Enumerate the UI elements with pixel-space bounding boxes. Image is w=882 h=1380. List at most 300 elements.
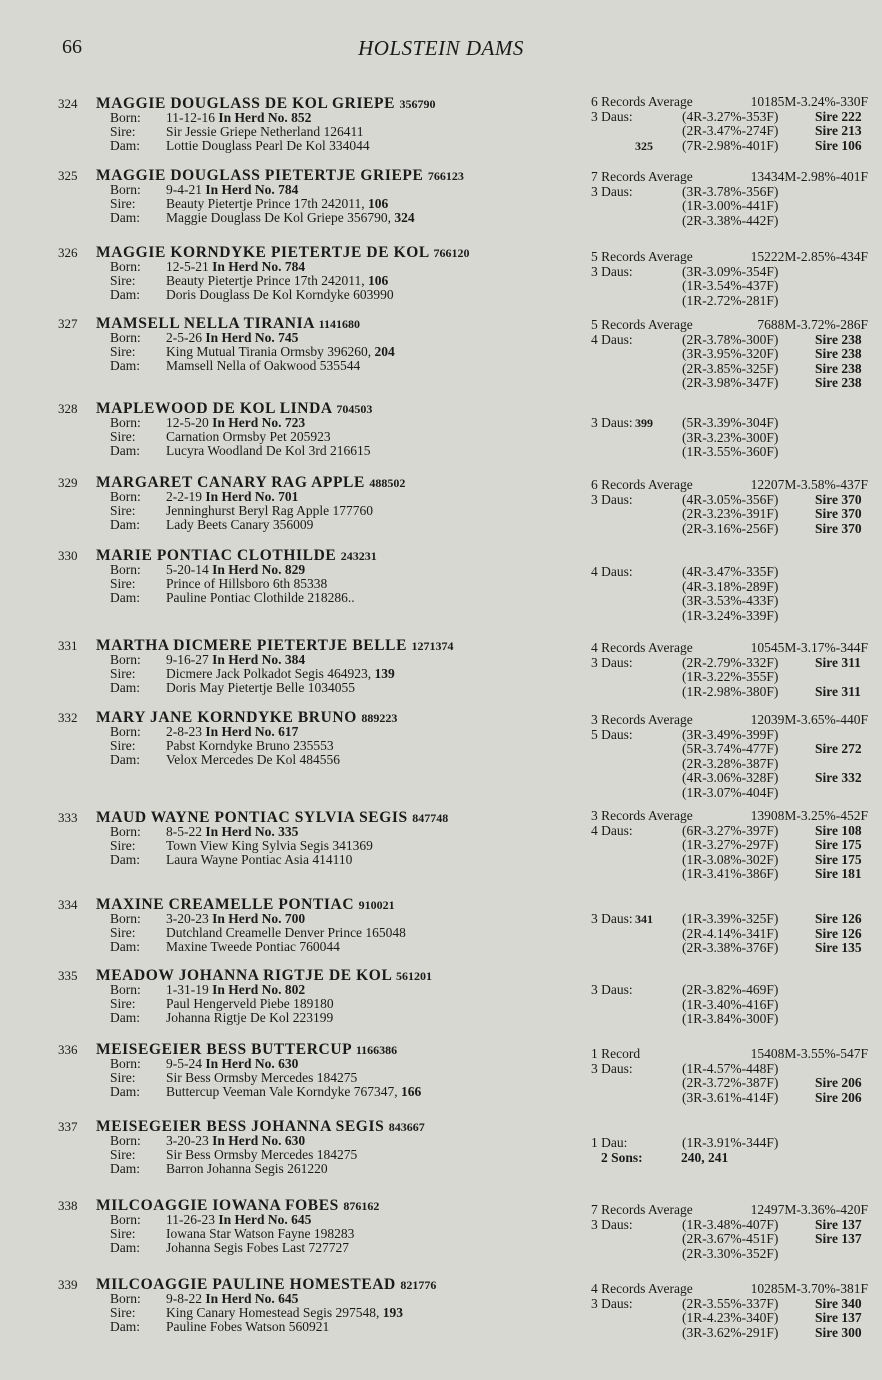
daughters-label: 1 Dau: [591, 1135, 628, 1150]
daughter-record [591, 1297, 876, 1312]
daughter-record-value: (3R-3.78%-356F) [682, 183, 779, 199]
cow-name-text: MAXINE CREAMELLE PONTIAC [96, 896, 355, 913]
sire-reference: 139 [374, 666, 395, 681]
dam-label: Dam: [110, 1084, 140, 1099]
born-label: Born: [110, 489, 141, 504]
cow-name-text: MARIE PONTIAC CLOTHILDE [96, 547, 337, 564]
entry-number: 337 [58, 1119, 78, 1134]
daughter-record-value: (2R-3.98%-347F) [682, 375, 779, 390]
entry-number: 330 [58, 548, 78, 563]
sire-reference: 193 [382, 1305, 403, 1320]
dam-label: Dam: [110, 680, 140, 695]
daughter-record [591, 786, 876, 801]
sire-label: Sire: [110, 1226, 136, 1241]
registration-number: 766120 [433, 246, 470, 260]
daughters-label: 5 Daus: [591, 726, 633, 742]
production-records [591, 809, 876, 882]
daughter-sire: Sire 370 [815, 506, 862, 521]
herd-number: 723 [284, 415, 306, 430]
sire-label: Sire: [110, 503, 136, 518]
herd-label: In Herd No. [205, 489, 275, 504]
daughter-record [591, 347, 876, 362]
daughter-record [591, 565, 876, 580]
daughter-record [591, 594, 876, 609]
born-label: Born: [110, 1212, 141, 1227]
records-count: 6 Records Average [591, 94, 693, 109]
daughter-record-value: (3R-3.61%-414F) [682, 1089, 779, 1105]
sire-value [166, 577, 327, 591]
records-count: 5 Records Average [591, 249, 693, 264]
herd-label: In Herd No. [212, 982, 282, 997]
sire-name: Town View King Sylvia Segis 341369 [166, 838, 373, 853]
records-line [591, 1047, 868, 1062]
dam-label: Dam: [110, 138, 140, 153]
daughter-record [591, 279, 876, 294]
daughter-sire: Sire 137 [815, 1216, 862, 1232]
born-date: 12-5-21 [166, 259, 209, 274]
records-row [591, 250, 876, 265]
records-line [591, 250, 868, 265]
registration-number: 821776 [400, 1278, 437, 1292]
born-label: Born: [110, 982, 141, 997]
daughter-record [591, 1247, 876, 1262]
records-count: 4 Records Average [591, 640, 693, 655]
daughters-label: 3 Daus: [591, 1295, 633, 1311]
sire-value [166, 1227, 354, 1241]
daughters-label: 4 Daus: [591, 564, 633, 579]
dam-reference: 166 [400, 1084, 422, 1099]
daughter-record-value: (2R-3.28%-387F) [682, 755, 779, 771]
production-records [591, 170, 876, 228]
born-label: Born: [110, 724, 141, 739]
born-label: Born: [110, 911, 141, 926]
daughter-record-value: (1R-3.08%-302F) [682, 851, 779, 867]
daughter-record [591, 124, 876, 139]
born-value [166, 331, 298, 345]
entry-number: 339 [58, 1277, 78, 1292]
production-records [591, 641, 876, 699]
daughters-label: 3 Daus: [591, 1216, 633, 1232]
herd-number: 829 [284, 562, 306, 577]
dam-value [166, 359, 360, 373]
records-average: 12497M-3.36%-420F [750, 1202, 868, 1217]
daughter-reference: 341 [635, 912, 653, 926]
daughter-sire: Sire 135 [815, 940, 862, 955]
registration-number: 561201 [396, 969, 433, 983]
records-average: 13434M-2.98%-401F [750, 169, 868, 184]
herd-number: 852 [291, 110, 312, 125]
herd-label: In Herd No. [212, 415, 282, 430]
entry-number: 332 [58, 710, 78, 725]
sire-name: Paul Hengerveld Piebe 189180 [166, 996, 334, 1011]
sire-name: Sir Jessie Griepe Netherland 126411 [166, 124, 364, 139]
daughter-sire: Sire 370 [815, 491, 862, 507]
daughter-sire: Sire 106 [815, 137, 862, 153]
records-count: 3 Records Average [591, 808, 693, 823]
dam-name: Mamsell Nella of Oakwood 535544 [166, 358, 361, 373]
dam-value [166, 1320, 329, 1334]
sire-label: Sire: [110, 838, 136, 853]
dam-label: Dam: [110, 517, 140, 532]
daughter-record [591, 853, 876, 868]
sire-name: Beauty Pietertje Prince 17th 242011, [166, 273, 365, 288]
cow-name-text: MARGARET CANARY RAG APPLE [96, 474, 365, 491]
daughter-record [591, 998, 876, 1013]
daughter-sire: Sire 311 [815, 654, 861, 670]
daughter-record-value: (2R-3.38%-376F) [682, 940, 779, 955]
daughters-label: 3 Daus: [591, 108, 633, 124]
born-label: Born: [110, 1133, 141, 1148]
sire-value [166, 430, 331, 444]
sire-value [166, 926, 406, 940]
sons-row [591, 1151, 876, 1166]
sire-value [166, 125, 363, 139]
daughter-record [591, 912, 876, 927]
records-count: 1 Record [591, 1046, 641, 1061]
daughter-record [591, 983, 876, 998]
born-value [166, 490, 298, 504]
records-row [591, 478, 876, 493]
sire-value [166, 839, 373, 853]
records-average: 10285M-3.70%-381F [750, 1281, 868, 1296]
sire-label: Sire: [110, 925, 136, 940]
daughter-record-value: (2R-3.67%-451F) [682, 1231, 779, 1246]
sire-value [166, 739, 334, 753]
registration-number: 766123 [427, 169, 464, 183]
born-label: Born: [110, 562, 141, 577]
production-records [591, 912, 876, 956]
sire-name: Sir Bess Ormsby Mercedes 184275 [166, 1070, 358, 1085]
records-row [591, 641, 876, 656]
entry-number: 327 [58, 316, 78, 331]
dam-value [166, 139, 370, 153]
records-row [591, 1047, 876, 1062]
born-label: Born: [110, 110, 141, 125]
daughter-record-value: (7R-2.98%-401F) [682, 137, 779, 153]
dam-value [166, 591, 355, 605]
records-average: 13908M-3.25%-452F [750, 808, 868, 823]
daughter-sire: Sire 181 [815, 866, 862, 881]
sire-label: Sire: [110, 429, 136, 444]
records-average: 15408M-3.55%-547F [750, 1046, 868, 1061]
daughter-record-value: (2R-3.16%-256F) [682, 520, 779, 536]
registration-number: 1166386 [355, 1043, 398, 1057]
production-records [591, 565, 876, 623]
daughter-record [591, 522, 876, 537]
born-value [166, 260, 305, 274]
entry-number: 326 [58, 245, 78, 260]
registration-number: 843667 [388, 1120, 425, 1134]
records-line [591, 713, 868, 728]
daughter-record [591, 757, 876, 772]
daughter-record-value: (3R-3.49%-399F) [682, 726, 779, 742]
dam-label: Dam: [110, 1010, 140, 1025]
herd-label: In Herd No. [205, 724, 275, 739]
daughter-record-value: (2R-3.47%-274F) [682, 123, 779, 138]
daughter-record [591, 362, 876, 377]
daughter-record-value: (4R-3.47%-335F) [682, 564, 779, 579]
dam-name: Barron Johanna Segis 261220 [166, 1161, 328, 1176]
records-line [591, 1282, 868, 1297]
registration-number: 356790 [399, 97, 436, 111]
sire-label: Sire: [110, 996, 136, 1011]
daughters-label: 3 Daus: [591, 263, 633, 279]
entry-number: 331 [58, 638, 78, 653]
sire-name: Iowana Star Watson Fayne 198283 [166, 1226, 355, 1241]
daughter-record-value: (1R-3.91%-344F) [682, 1135, 779, 1150]
entry-number: 325 [58, 168, 78, 183]
registration-number: 876162 [343, 1199, 380, 1213]
registration-number: 847748 [412, 811, 449, 825]
herd-number: 617 [278, 724, 299, 739]
daughter-record-value: (1R-3.55%-360F) [682, 444, 779, 459]
records-line [591, 318, 868, 333]
dam-name: Pauline Fobes Watson 560921 [166, 1319, 330, 1334]
cow-name-text: MARY JANE KORNDYKE BRUNO [96, 709, 357, 726]
sire-value [166, 345, 395, 359]
dam-name: Maggie Douglass De Kol Griepe 356790, [166, 210, 391, 225]
records-row [591, 318, 876, 333]
daughter-record-value: (3R-3.53%-433F) [682, 593, 779, 608]
production-records [591, 713, 876, 800]
born-date: 1-31-19 [166, 982, 209, 997]
herd-label: In Herd No. [218, 110, 288, 125]
dam-value [166, 940, 340, 954]
daughter-sire: Sire 300 [815, 1324, 862, 1340]
daughters-label: 3 Daus: [591, 491, 633, 507]
daughter-record [591, 685, 876, 700]
daughter-record-value: (5R-3.74%-477F) [682, 741, 779, 756]
daughter-sire: Sire 137 [815, 1231, 862, 1246]
daughter-record-value: (1R-4.57%-448F) [682, 1060, 779, 1076]
entry-number: 338 [58, 1198, 78, 1213]
sire-label: Sire: [110, 1305, 136, 1320]
daughters-label: 4 Daus: [591, 331, 633, 347]
entry-number: 329 [58, 475, 78, 490]
cow-name-text: MEISEGEIER BESS JOHANNA SEGIS [96, 1118, 385, 1135]
born-value [166, 912, 305, 926]
daughter-record-value: (1R-3.39%-325F) [682, 911, 779, 926]
daughter-record [591, 670, 876, 685]
herd-number: 784 [278, 182, 299, 197]
cow-name-text: MAGGIE DOUGLASS PIETERTJE GRIEPE [96, 167, 424, 184]
daughter-record [591, 941, 876, 956]
daughter-sire: Sire 238 [815, 331, 862, 347]
herd-label: In Herd No. [212, 911, 282, 926]
daughter-record [591, 265, 876, 280]
daughter-record-value: (2R-3.23%-391F) [682, 506, 779, 521]
dam-name: Doris May Pietertje Belle 1034055 [166, 680, 355, 695]
daughter-record-value: (3R-3.95%-320F) [682, 346, 779, 361]
registration-number: 1141680 [318, 317, 360, 331]
daughter-record [591, 609, 876, 624]
daughter-record [591, 376, 876, 391]
sire-value [166, 274, 388, 288]
daughter-sire: Sire 222 [815, 108, 862, 124]
born-date: 12-5-20 [166, 415, 209, 430]
records-count: 4 Records Average [591, 1281, 693, 1296]
daughter-record-value: (1R-3.84%-300F) [682, 1011, 779, 1026]
daughter-record-value: (1R-3.22%-355F) [682, 669, 779, 684]
born-label: Born: [110, 259, 141, 274]
dam-label: Dam: [110, 852, 140, 867]
production-records [591, 1047, 876, 1105]
sire-name: Dicmere Jack Polkadot Segis 464923, [166, 666, 372, 681]
daughter-sire: Sire 126 [815, 911, 862, 926]
born-value [166, 1057, 298, 1071]
entry-number: 334 [58, 897, 78, 912]
daughter-record-value: (4R-3.06%-328F) [682, 770, 779, 785]
daughters-label: 3 Daus: [591, 911, 633, 926]
daughter-record-value: (1R-3.40%-416F) [682, 996, 779, 1012]
daughter-record [591, 771, 876, 786]
herd-label: In Herd No. [205, 824, 275, 839]
records-count: 6 Records Average [591, 477, 693, 492]
herd-number: 384 [284, 652, 306, 667]
born-date: 9-5-24 [166, 1056, 202, 1071]
daughter-record [591, 656, 876, 671]
born-value [166, 111, 311, 125]
dam-name: Velox Mercedes De Kol 484556 [166, 752, 340, 767]
dam-label: Dam: [110, 287, 140, 302]
daughters-label: 3 Daus: [591, 183, 633, 199]
registration-number: 488502 [369, 476, 406, 490]
dam-label: Dam: [110, 1161, 140, 1176]
sire-name: King Canary Homestead Segis 297548, [166, 1305, 380, 1320]
dam-value [166, 518, 313, 532]
sire-name: Sir Bess Ormsby Mercedes 184275 [166, 1147, 358, 1162]
daughter-record-value: (4R-3.05%-356F) [682, 491, 779, 507]
born-label: Born: [110, 652, 141, 667]
dam-value [166, 1011, 333, 1025]
entry-number: 335 [58, 968, 78, 983]
sire-name: King Mutual Tirania Ormsby 396260, [166, 344, 372, 359]
herd-number: 701 [278, 489, 299, 504]
born-date: 9-8-22 [166, 1291, 202, 1306]
production-records [591, 250, 876, 308]
sire-value [166, 1306, 403, 1320]
records-line [591, 1203, 868, 1218]
cow-name-text: MAGGIE DOUGLASS DE KOL GRIEPE [96, 95, 396, 112]
daughter-sire: Sire 206 [815, 1089, 862, 1105]
sire-name: Dutchland Creamelle Denver Prince 165048 [166, 925, 406, 940]
registration-number: 1271374 [411, 639, 454, 653]
sire-value [166, 997, 334, 1011]
daughter-sire: Sire 175 [815, 851, 862, 867]
records-row [591, 809, 876, 824]
cow-name-text: MAUD WAYNE PONTIAC SYLVIA SEGIS [96, 809, 408, 826]
dam-reference: 324 [394, 210, 415, 225]
daughter-record-value: (2R-3.82%-469F) [682, 982, 779, 997]
daughter-record-value: (2R-3.72%-387F) [682, 1075, 779, 1090]
daughter-record-value: (2R-3.55%-337F) [682, 1295, 779, 1311]
registration-number: 243231 [340, 549, 377, 563]
daughter-sire: Sire 108 [815, 822, 862, 838]
daughter-sire: Sire 126 [815, 925, 862, 941]
cow-name-text: MAPLEWOOD DE KOL LINDA [96, 400, 332, 417]
daughter-record-value: (2R-3.30%-352F) [682, 1245, 779, 1261]
cow-name-text: MARTHA DICMERE PIETERTJE BELLE [96, 637, 408, 654]
daughter-record [591, 493, 876, 508]
sire-reference: 204 [374, 344, 395, 359]
dam-label: Dam: [110, 210, 140, 225]
sire-name: Jenninghurst Beryl Rag Apple 177760 [166, 503, 373, 518]
daughter-sire: Sire 370 [815, 520, 862, 536]
daughter-record [591, 1218, 876, 1233]
herd-number: 630 [278, 1056, 299, 1071]
sire-label: Sire: [110, 1147, 136, 1162]
dam-value [166, 1241, 349, 1255]
daughter-record [591, 927, 876, 942]
born-label: Born: [110, 182, 141, 197]
records-row [591, 1203, 876, 1218]
dam-name: Johanna Segis Fobes Last 727727 [166, 1240, 349, 1255]
herd-label: In Herd No. [212, 1133, 282, 1148]
daughter-record [591, 1136, 876, 1151]
sons-value: 240, 241 [681, 1149, 729, 1165]
dam-name: Doris Douglass De Kol Korndyke 603990 [166, 287, 394, 302]
records-average: 10545M-3.17%-344F [750, 640, 868, 655]
herd-number: 700 [284, 911, 306, 926]
herd-label: In Herd No. [212, 259, 282, 274]
daughters-label: 3 Daus: [591, 1060, 633, 1076]
daughter-record-value: (1R-3.07%-404F) [682, 784, 779, 800]
records-line [591, 170, 868, 185]
born-date: 9-4-21 [166, 182, 202, 197]
daughter-record-value: (1R-3.00%-441F) [682, 198, 779, 213]
page-title: HOLSTEIN DAMS [358, 36, 524, 60]
herd-number: 630 [284, 1133, 306, 1148]
herd-number: 745 [278, 330, 299, 345]
cow-name-text: MEISEGEIER BESS BUTTERCUP [96, 1041, 352, 1058]
daughter-record [591, 416, 876, 431]
records-line [591, 641, 868, 656]
daughter-record [591, 824, 876, 839]
records-count: 5 Records Average [591, 317, 693, 332]
born-date: 2-5-26 [166, 330, 202, 345]
entry-number: 336 [58, 1042, 78, 1057]
sire-value [166, 197, 388, 211]
dam-value [166, 1085, 421, 1099]
production-records [591, 1203, 876, 1261]
born-value [166, 1292, 298, 1306]
cow-name-text: MILCOAGGIE IOWANA FOBES [96, 1197, 339, 1214]
daughter-record-value: (1R-2.98%-380F) [682, 683, 779, 699]
herd-label: In Herd No. [218, 1212, 288, 1227]
sire-label: Sire: [110, 1070, 136, 1085]
daughter-record-value: (1R-4.23%-340F) [682, 1310, 779, 1325]
dam-label: Dam: [110, 752, 140, 767]
sire-value [166, 1071, 357, 1085]
dam-label: Dam: [110, 939, 140, 954]
daughter-record [591, 1232, 876, 1247]
dam-value [166, 444, 371, 458]
dam-name: Maxine Tweede Pontiac 760044 [166, 939, 340, 954]
entry-number: 324 [58, 96, 78, 111]
herd-label: In Herd No. [212, 652, 282, 667]
daughter-record-value: (2R-3.85%-325F) [682, 360, 779, 376]
records-line [591, 809, 868, 824]
daughters-label: 4 Daus: [591, 822, 633, 838]
daughter-record [591, 445, 876, 460]
cow-name-text: MEADOW JOHANNA RIGTJE DE KOL [96, 967, 392, 984]
sire-label: Sire: [110, 196, 136, 211]
daughter-record [591, 1326, 876, 1341]
records-line [591, 95, 868, 110]
daughter-reference: 325 [635, 138, 653, 153]
daughter-record [591, 214, 876, 229]
dam-name: Lady Beets Canary 356009 [166, 517, 314, 532]
